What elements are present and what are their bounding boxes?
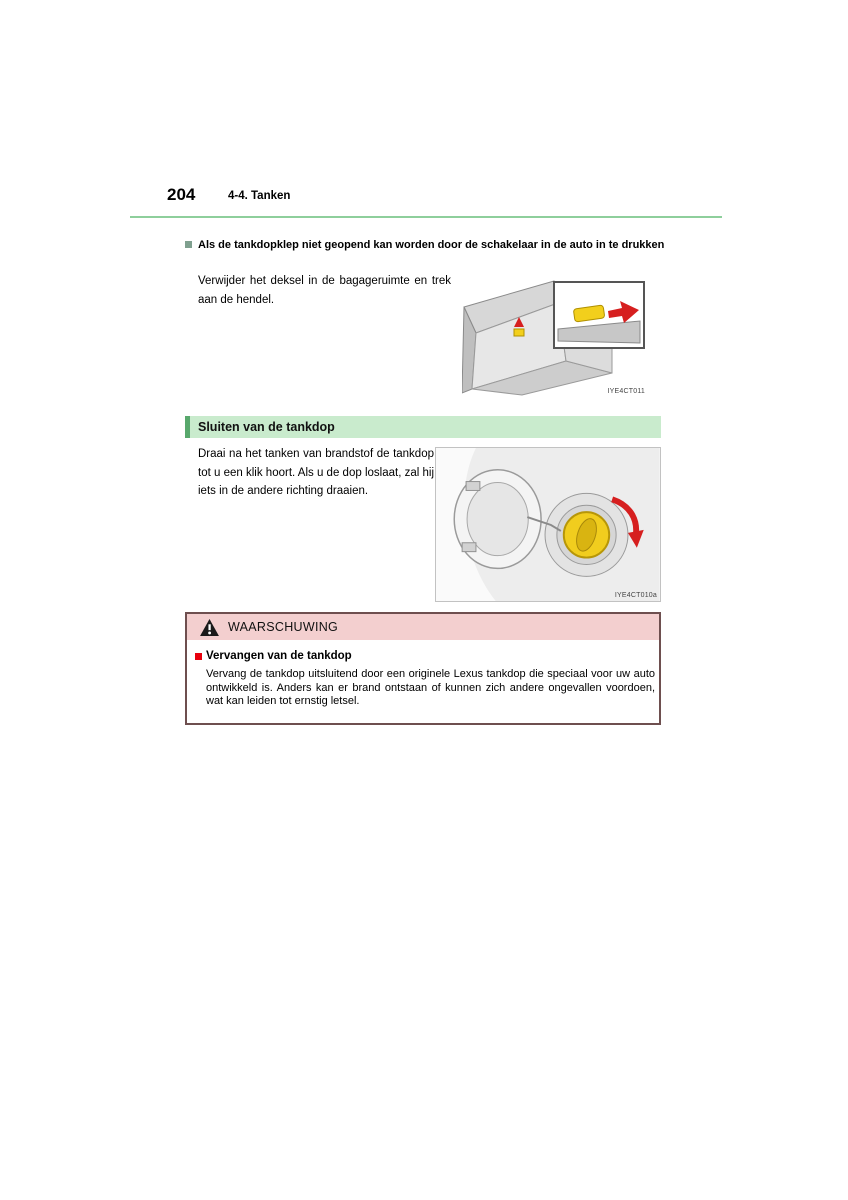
image-code-label: IYE4CT010a (614, 592, 657, 599)
image-code-label: IYE4CT011 (607, 388, 645, 395)
red-square-bullet-icon (195, 653, 202, 660)
warning-box (185, 612, 661, 725)
section1-body: Verwijder het deksel in de bagageruimte en trek aan de hendel. (198, 275, 451, 306)
warning-item-heading: Vervangen van de tankdop (206, 650, 352, 662)
page-section-title: 4-4. Tanken (228, 190, 291, 202)
warning-title: WAARSCHUWING (228, 620, 339, 634)
section2-body: Draai na het tanken van brandstof de tankdop tot u een klik hoort. Als u de dop loslaat, zal hij iets in de andere richting draaien. (198, 448, 434, 498)
warning-body (187, 640, 659, 723)
header-divider (130, 216, 722, 218)
page-number: 204 (167, 185, 196, 204)
trunk-release-illustration (462, 277, 648, 397)
fuel-cap-illustration (436, 448, 660, 601)
section2-heading: Sluiten van de tankdop (198, 420, 335, 434)
warning-triangle-icon (200, 619, 219, 636)
section1-heading-row (185, 238, 669, 252)
fuel-cap-figure (435, 447, 661, 602)
warning-item-body: Vervang de tankdop uitsluitend door een originele Lexus tankdop die speciaal voor uw auto ontwikkeld is. Anders kan er brand ontstaan of kunnen zich andere ongevallen voordoen, wat kan leiden tot ernstig letsel. (206, 668, 655, 707)
warning-item-row (195, 650, 647, 662)
section2-banner (185, 416, 661, 438)
trunk-release-figure (462, 277, 648, 397)
warning-header (187, 614, 659, 640)
green-square-bullet-icon (185, 241, 192, 248)
section1-heading: Als de tankdopklep niet geopend kan worden door de schakelaar in de auto in te drukken (198, 239, 665, 251)
